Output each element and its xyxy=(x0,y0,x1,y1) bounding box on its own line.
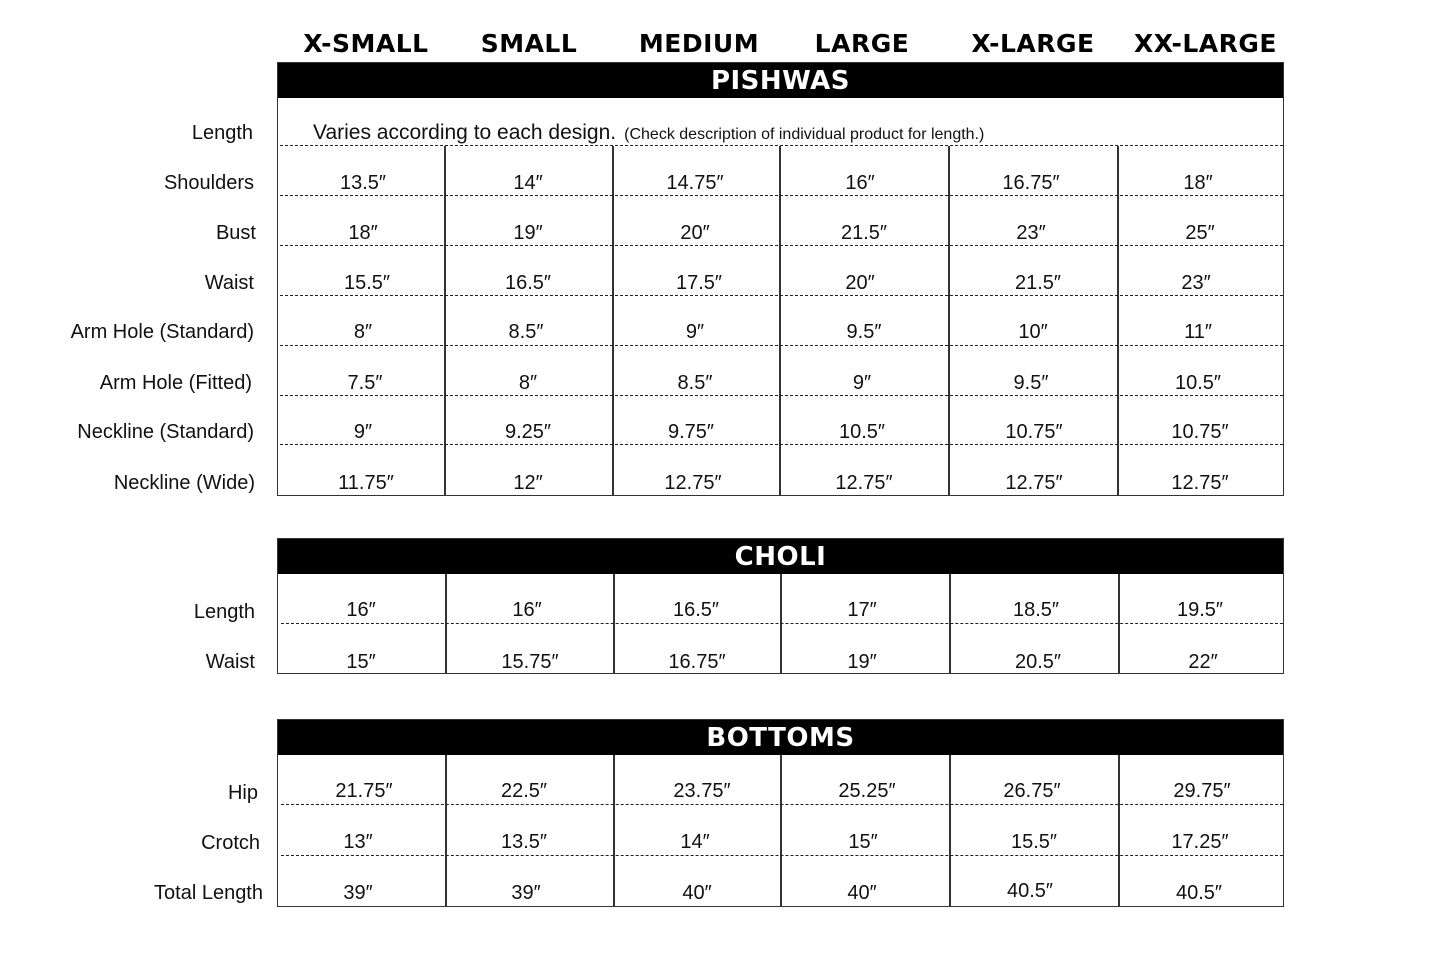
cell-shoulders-large: 16″ xyxy=(845,172,875,194)
cell-hip-large: 25.25″ xyxy=(838,780,896,802)
cell-waist-xlarge: 21.5″ xyxy=(1014,272,1061,294)
row-label-armhole-fitted: Arm Hole (Fitted) xyxy=(99,372,252,394)
length-note xyxy=(313,121,984,145)
cell-hip-medium: 23.75″ xyxy=(673,780,731,802)
cell-neckline-standard-medium: 9.75″ xyxy=(667,421,714,443)
cell-crotch-medium: 14″ xyxy=(680,831,710,853)
size-header-xsmall: X-SMALL xyxy=(303,28,429,58)
cell-neckline-wide-large: 12.75″ xyxy=(835,472,893,494)
length-note-detail: (Check description of individual product for length.) xyxy=(624,126,985,143)
row-label-crotch: Crotch xyxy=(201,832,260,854)
row-label-waist: Waist xyxy=(204,272,254,294)
cell-shoulders-xsmall: 13.5″ xyxy=(339,172,386,194)
row-divider xyxy=(280,195,1283,196)
cell-crotch-small: 13.5″ xyxy=(500,831,547,853)
cell-bust-large: 21.5″ xyxy=(840,222,887,244)
row-label-armhole-standard: Arm Hole (Standard) xyxy=(70,321,254,343)
cell-bust-small: 19″ xyxy=(513,222,543,244)
row-divider xyxy=(280,444,1283,445)
row-divider xyxy=(280,295,1283,296)
cell-choli-waist-large: 19″ xyxy=(847,651,877,673)
cell-neckline-standard-xxlarge: 10.75″ xyxy=(1171,421,1229,443)
cell-armhole-fitted-xxlarge: 10.5″ xyxy=(1174,372,1221,394)
cell-shoulders-xxlarge: 18″ xyxy=(1183,172,1213,194)
cell-choli-waist-xxlarge: 22″ xyxy=(1188,651,1218,673)
cell-armhole-fitted-xlarge: 9.5″ xyxy=(1013,372,1049,394)
cell-choli-length-small: 16″ xyxy=(512,599,542,621)
column-divider xyxy=(1117,146,1119,495)
cell-choli-length-xlarge: 18.5″ xyxy=(1012,599,1059,621)
cell-shoulders-small: 14″ xyxy=(513,172,543,194)
row-label-neckline-wide: Neckline (Wide) xyxy=(113,472,255,494)
cell-neckline-standard-xsmall: 9″ xyxy=(353,421,373,443)
column-divider xyxy=(780,755,782,906)
cell-hip-xlarge: 26.75″ xyxy=(1003,780,1061,802)
cell-choli-waist-xlarge: 20.5″ xyxy=(1014,651,1061,673)
size-header-xlarge: X-LARGE xyxy=(971,28,1095,58)
cell-waist-xxlarge: 23″ xyxy=(1181,272,1211,294)
bottoms-table xyxy=(277,719,1284,907)
row-label-neckline-standard: Neckline (Standard) xyxy=(77,421,254,443)
row-label-choli-length: Length xyxy=(193,601,255,623)
cell-total-length-xxlarge: 40.5″ xyxy=(1175,882,1222,904)
cell-neckline-wide-xxlarge: 12.75″ xyxy=(1171,472,1229,494)
cell-neckline-standard-small: 9.25″ xyxy=(504,421,551,443)
cell-choli-length-xxlarge: 19.5″ xyxy=(1176,599,1223,621)
cell-neckline-wide-xsmall: 11.75″ xyxy=(338,472,394,494)
row-label-bust: Bust xyxy=(215,222,256,244)
column-divider xyxy=(949,755,951,906)
cell-total-length-xsmall: 39″ xyxy=(343,882,373,904)
cell-hip-small: 22.5″ xyxy=(500,780,547,802)
row-label-length: Length xyxy=(191,122,253,144)
row-label-shoulders: Shoulders xyxy=(163,172,254,194)
cell-armhole-fitted-large: 9″ xyxy=(852,372,872,394)
row-label-total-length: Total Length xyxy=(154,882,263,904)
cell-armhole-standard-large: 9.5″ xyxy=(846,321,882,343)
cell-crotch-xlarge: 15.5″ xyxy=(1010,831,1057,853)
cell-bust-xsmall: 18″ xyxy=(348,222,378,244)
row-label-choli-waist: Waist xyxy=(205,651,255,673)
choli-title: CHOLI xyxy=(278,539,1283,574)
cell-waist-small: 16.5″ xyxy=(504,272,551,294)
cell-armhole-standard-xxlarge: 11″ xyxy=(1184,321,1212,343)
column-divider xyxy=(613,755,615,906)
cell-waist-medium: 17.5″ xyxy=(675,272,722,294)
cell-neckline-standard-large: 10.5″ xyxy=(838,421,885,443)
cell-total-length-small: 39″ xyxy=(511,882,541,904)
cell-hip-xsmall: 21.75″ xyxy=(335,780,393,802)
size-header-small: SMALL xyxy=(480,28,578,58)
cell-armhole-fitted-small: 8″ xyxy=(518,372,538,394)
column-divider xyxy=(948,146,950,495)
column-divider xyxy=(779,146,781,495)
row-label-hip: Hip xyxy=(227,782,258,804)
cell-choli-length-medium: 16.5″ xyxy=(672,599,719,621)
row-divider xyxy=(280,395,1283,396)
row-divider xyxy=(280,145,1283,146)
cell-total-length-large: 40″ xyxy=(847,882,877,904)
row-divider xyxy=(281,623,1283,624)
cell-armhole-standard-medium: 9″ xyxy=(685,321,705,343)
cell-bust-xxlarge: 25″ xyxy=(1185,222,1215,244)
cell-neckline-wide-medium: 12.75″ xyxy=(664,472,722,494)
cell-shoulders-medium: 14.75″ xyxy=(666,172,724,194)
cell-hip-xxlarge: 29.75″ xyxy=(1173,780,1231,802)
cell-neckline-standard-xlarge: 10.75″ xyxy=(1005,421,1063,443)
column-divider xyxy=(444,146,446,495)
row-divider xyxy=(281,804,1283,805)
cell-choli-waist-small: 15.75″ xyxy=(501,651,559,673)
cell-armhole-standard-xsmall: 8″ xyxy=(353,321,373,343)
length-note-text: Varies according to each design. xyxy=(313,121,617,144)
cell-total-length-xlarge: 40.5″ xyxy=(1006,880,1053,902)
cell-choli-length-xsmall: 16″ xyxy=(346,599,376,621)
cell-armhole-standard-xlarge: 10″ xyxy=(1018,321,1048,343)
cell-crotch-xxlarge: 17.25″ xyxy=(1171,831,1229,853)
column-divider xyxy=(612,146,614,495)
size-header-medium: MEDIUM xyxy=(638,28,760,58)
column-divider xyxy=(445,755,447,906)
cell-waist-large: 20″ xyxy=(845,272,875,294)
cell-armhole-fitted-medium: 8.5″ xyxy=(677,372,713,394)
row-divider xyxy=(280,245,1283,246)
cell-shoulders-xlarge: 16.75″ xyxy=(1002,172,1060,194)
cell-choli-length-large: 17″ xyxy=(847,599,877,621)
size-header-xxlarge: XX-LARGE xyxy=(1133,28,1277,58)
bottoms-title: BOTTOMS xyxy=(278,720,1283,755)
row-divider xyxy=(281,855,1283,856)
cell-armhole-standard-small: 8.5″ xyxy=(508,321,544,343)
cell-bust-medium: 20″ xyxy=(680,222,710,244)
row-divider xyxy=(280,345,1283,346)
cell-armhole-fitted-xsmall: 7.5″ xyxy=(347,372,383,394)
cell-neckline-wide-small: 12″ xyxy=(513,472,543,494)
column-divider xyxy=(1118,755,1120,906)
size-header-large: LARGE xyxy=(814,28,910,58)
cell-total-length-medium: 40″ xyxy=(682,882,712,904)
cell-choli-waist-medium: 16.75″ xyxy=(668,651,726,673)
cell-neckline-wide-xlarge: 12.75″ xyxy=(1005,472,1063,494)
cell-choli-waist-xsmall: 15″ xyxy=(346,651,376,673)
cell-waist-xsmall: 15.5″ xyxy=(343,272,390,294)
pishwas-title: PISHWAS xyxy=(278,63,1283,98)
cell-crotch-xsmall: 13″ xyxy=(343,831,373,853)
cell-bust-xlarge: 23″ xyxy=(1016,222,1046,244)
cell-crotch-large: 15″ xyxy=(848,831,878,853)
